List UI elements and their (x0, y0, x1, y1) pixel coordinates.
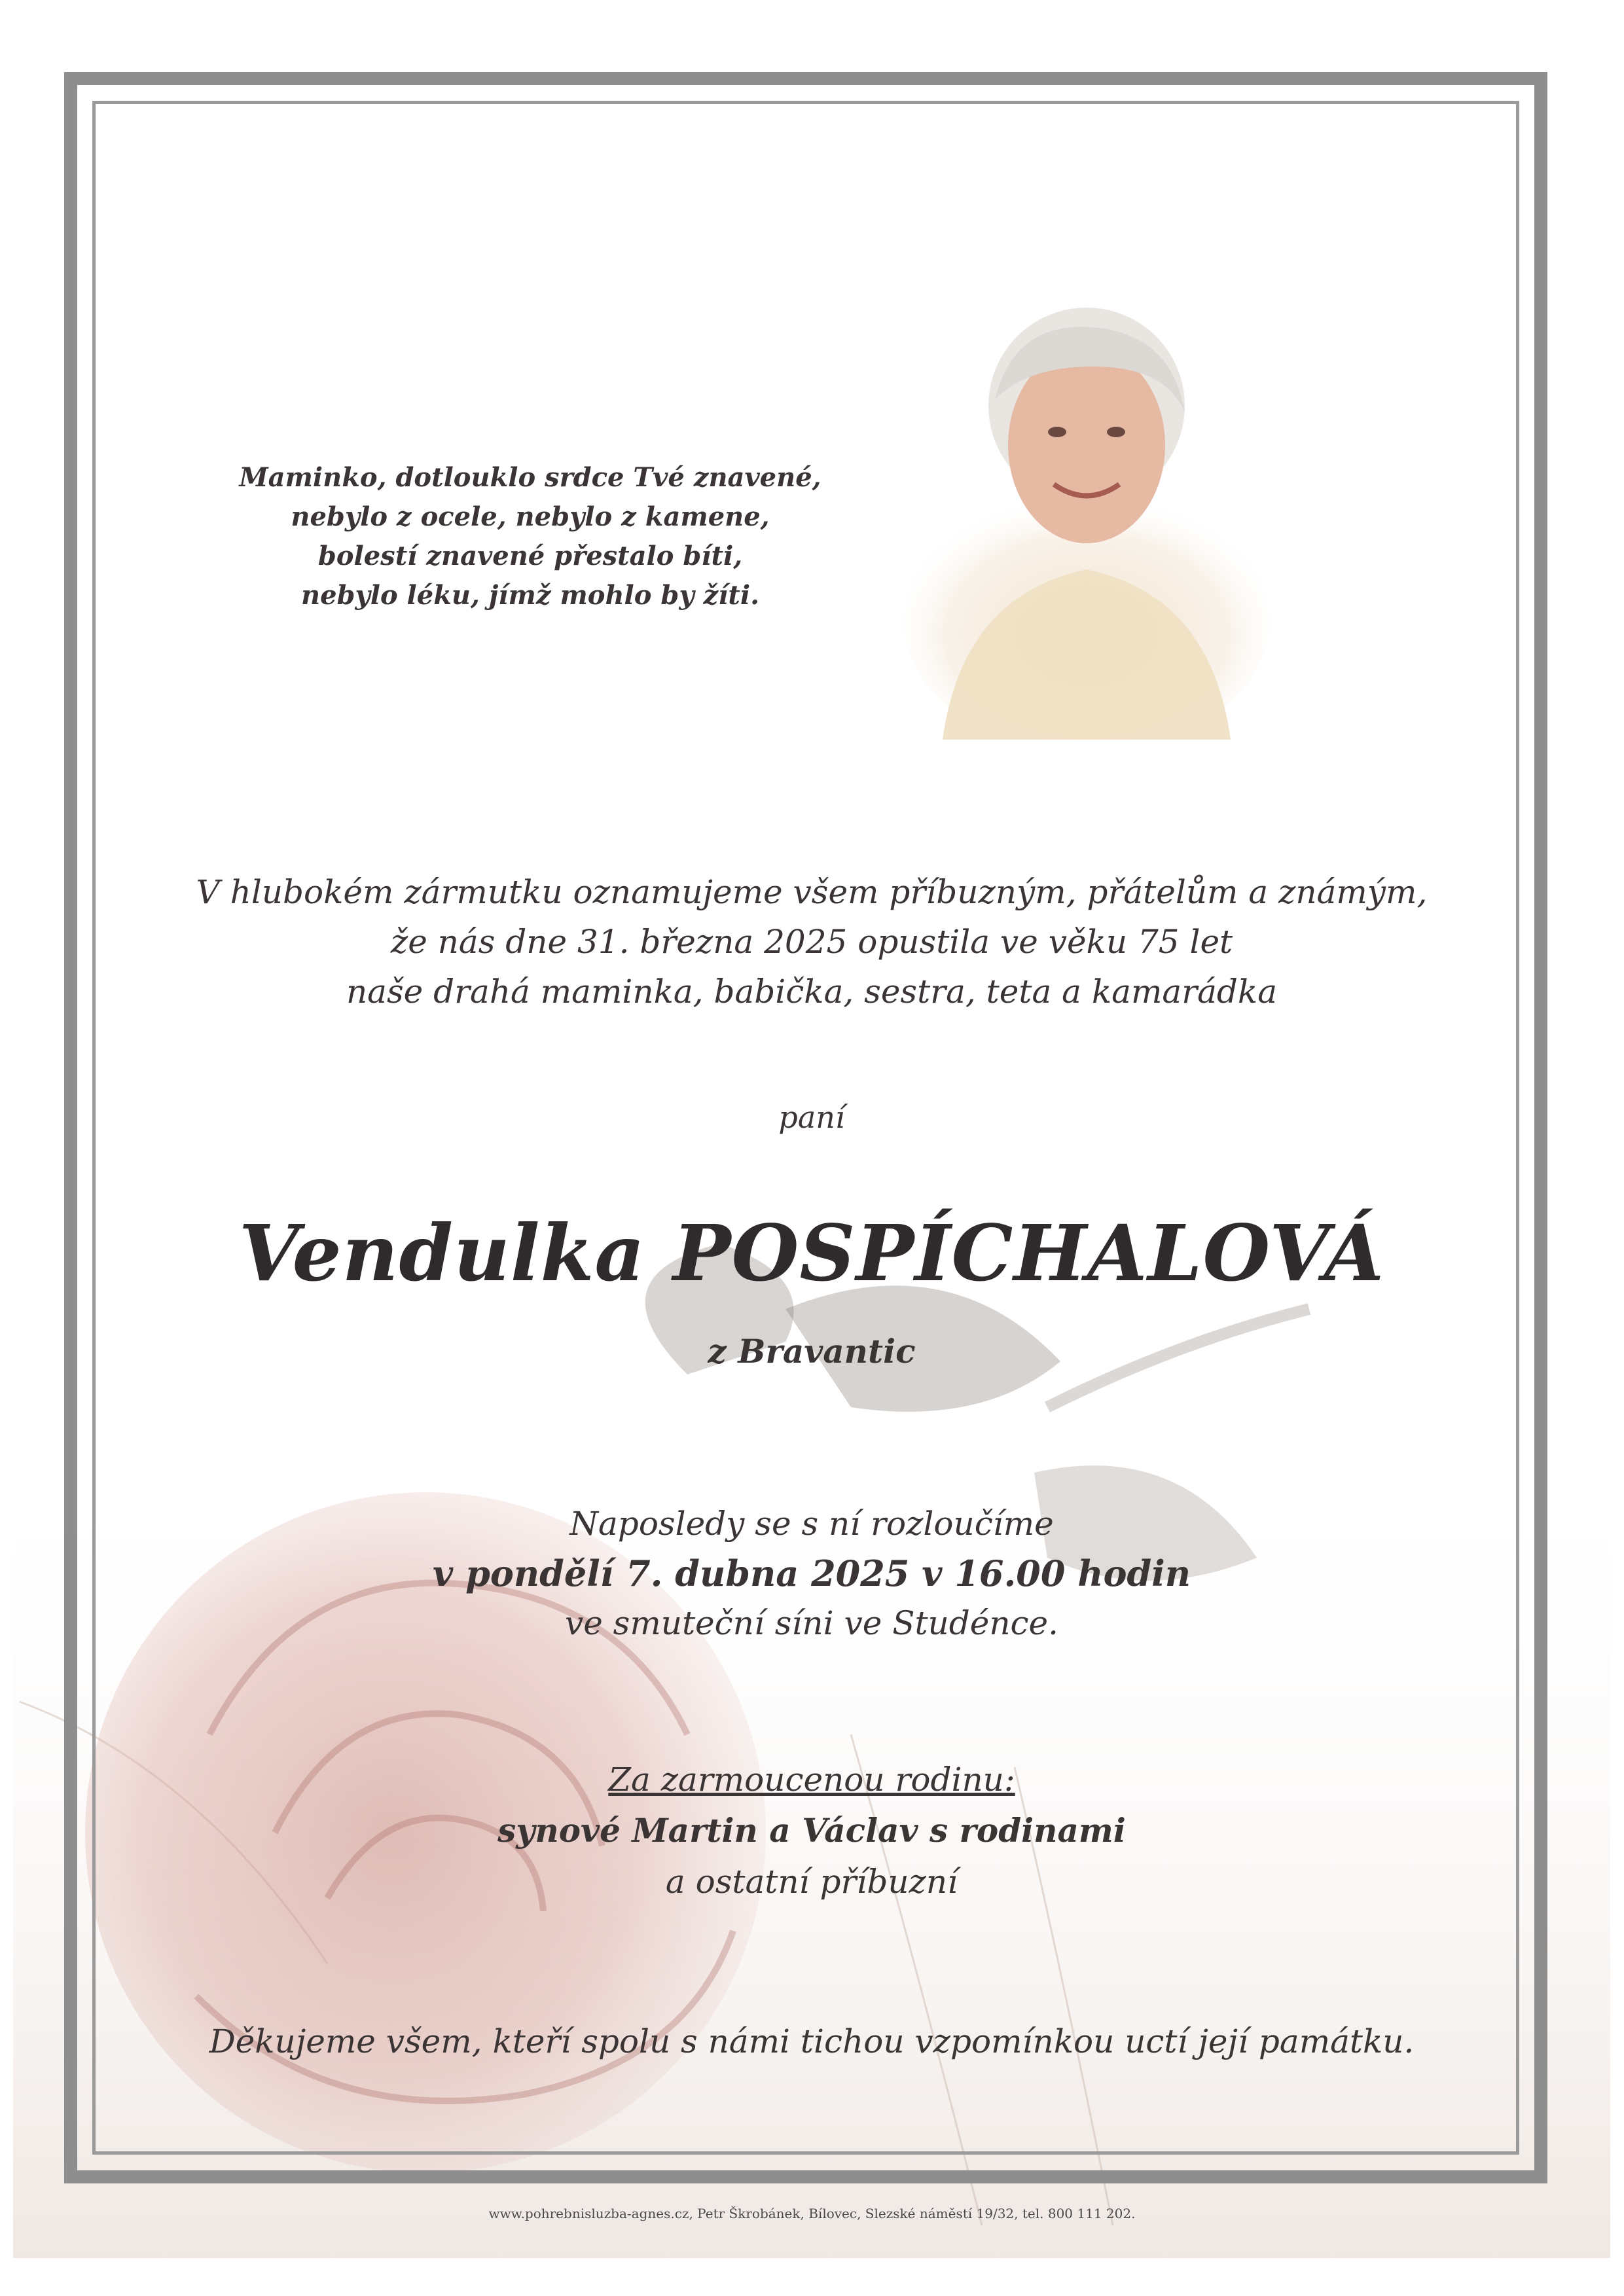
poem-line: bolestí znavené přestalo bíti, (317, 541, 743, 571)
announcement-line: že nás dne 31. března 2025 opustila ve věku 75 let (390, 923, 1233, 961)
announcement-line: naše drahá maminka, babička, sestra, teta a kamarádka (346, 973, 1278, 1011)
honorific: paní (778, 1100, 845, 1135)
mourning-family (92, 1754, 1532, 1907)
funeral-details (92, 1499, 1532, 1648)
family-sons: synové Martin a Václav s rodinami (497, 1811, 1126, 1850)
funeral-place: ve smuteční síni ve Studénce. (564, 1604, 1059, 1642)
announcement-line: V hlubokém zármutku oznamujeme všem příbuzným, přátelům a známým, (196, 873, 1428, 911)
poem-line: nebylo z ocele, nebylo z kamene, (291, 501, 770, 532)
portrait-photo (903, 281, 1270, 740)
funeral-datetime: v pondělí 7. dubna 2025 v 16.00 hodin (432, 1552, 1191, 1594)
memorial-poem (216, 458, 844, 615)
deceased-name: Vendulka POSPÍCHALOVÁ (238, 1208, 1385, 1299)
funeral-service-footer: www.pohrebnisluzba-agnes.cz, Petr Škrobánek, Bílovec, Slezské náměstí 19/32, tel. 800 111 202. (488, 2206, 1136, 2221)
family-others: a ostatní příbuzní (665, 1863, 958, 1901)
origin-town: z Bravantic (708, 1332, 916, 1371)
poem-line: Maminko, dotlouklo srdce Tvé znavené, (239, 462, 821, 493)
farewell-intro: Naposledy se s ní rozloučíme (569, 1505, 1054, 1543)
death-announcement (92, 867, 1532, 1016)
family-heading: Za zarmoucenou rodinu: (608, 1761, 1015, 1799)
thanks-message: Děkujeme všem, kteří spolu s námi tichou vzpomínkou uctí její památku. (209, 2022, 1415, 2060)
poem-line: nebylo léku, jímž mohlo by žíti. (301, 580, 759, 611)
